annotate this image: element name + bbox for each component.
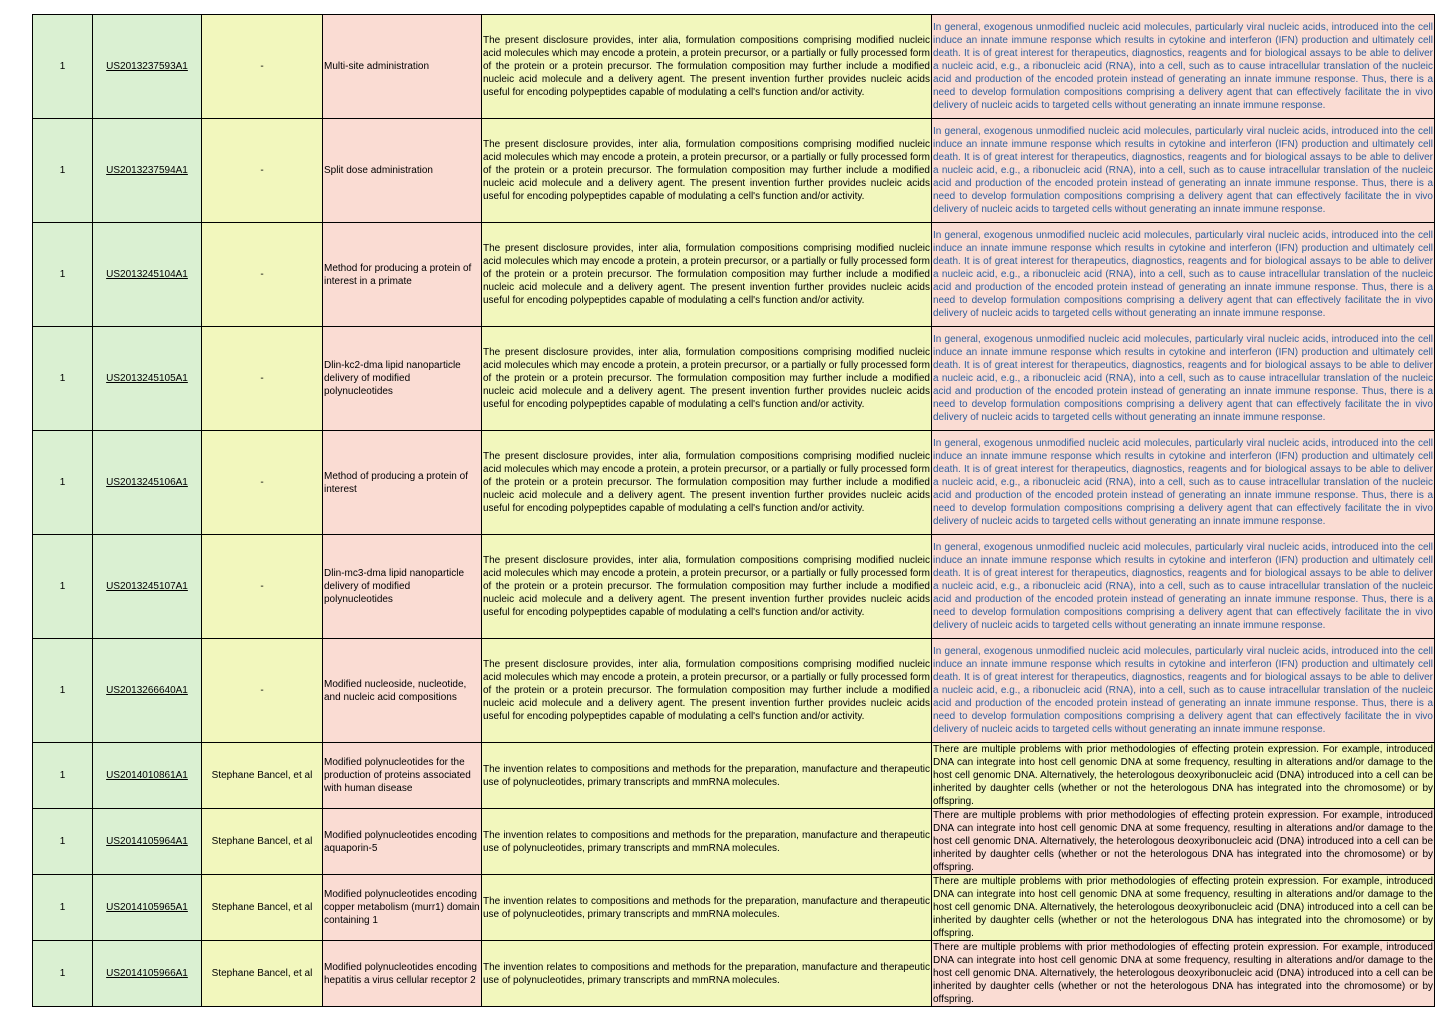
inventors-cell: Stephane Bancel, et al [202,875,323,941]
title-cell: Modified polynucleotides encoding hepatitis a virus cellular receptor 2 [323,941,482,1007]
inventors-cell: - [202,535,323,639]
title-cell: Multi-site administration [323,15,482,119]
table-row [33,875,1435,941]
background-cell: In general, exogenous unmodified nucleic acid molecules, particularly viral nucleic acids, introduced into the cell induce an innate immune response which results in cytokine and interferon (IFN) production and ultimately cell death. It is of great interest for therapeutics, diagnostics, reagents and for biological assays to be able to deliver a nucleic acid, e.g., a ribonucleic acid (RNA), into a cell, such as to cause intracellular translation of the nucleic acid and production of the encoded protein instead of generating an innate immune response. Thus, there is a need to develop formulation compositions comprising a delivery agent that can effectively facilitate the in vivo delivery of nucleic acids to targeted cells without generating an innate immune response. [932,223,1435,327]
table-row [33,15,1435,119]
inventors-cell: - [202,223,323,327]
row-number: 1 [33,639,93,743]
row-number: 1 [33,431,93,535]
patent-link[interactable]: US2013245105A1 [106,373,188,384]
abstract-cell: The invention relates to compositions and methods for the preparation, manufacture and therapeutic use of polynucleotides, primary transcripts and mmRNA molecules. [482,875,932,941]
patent-link[interactable]: US2013245106A1 [106,477,188,488]
inventors-cell: - [202,639,323,743]
background-cell: In general, exogenous unmodified nucleic acid molecules, particularly viral nucleic acids, introduced into the cell induce an innate immune response which results in cytokine and interferon (IFN) production and ultimately cell death. It is of great interest for therapeutics, diagnostics, reagents and for biological assays to be able to deliver a nucleic acid, e.g., a ribonucleic acid (RNA), into a cell, such as to cause intracellular translation of the nucleic acid and production of the encoded protein instead of generating an innate immune response. Thus, there is a need to develop formulation compositions comprising a delivery agent that can effectively facilitate the in vivo delivery of nucleic acids to targeted cells without generating an innate immune response. [932,15,1435,119]
patent-number-cell [93,535,202,639]
abstract-cell: The present disclosure provides, inter alia, formulation compositions comprising modified nucleic acid molecules which may encode a protein, a protein precursor, or a partially or fully processed form of the protein or a protein precursor. The formulation composition may further include a modified nucleic acid molecule and a delivery agent. The present invention further provides nucleic acids useful for encoding polypeptides capable of modulating a cell's function and/or activity. [482,639,932,743]
patent-link[interactable]: US2013266640A1 [106,685,188,696]
patent-link[interactable]: US2013245107A1 [106,581,188,592]
background-cell: There are multiple problems with prior methodologies of effecting protein expression. For example, introduced DNA can integrate into host cell genomic DNA at some frequency, resulting in alterations and/or damage to the host cell genomic DNA. Alternatively, the heterologous deoxyribonucleic acid (DNA) introduced into a cell can be inherited by daughter cells (whether or not the heterologous DNA has integrated into the chromosome) or by offspring. [933,942,1433,1005]
background-cell: In general, exogenous unmodified nucleic acid molecules, particularly viral nucleic acids, introduced into the cell induce an innate immune response which results in cytokine and interferon (IFN) production and ultimately cell death. It is of great interest for therapeutics, diagnostics, reagents and for biological assays to be able to deliver a nucleic acid, e.g., a ribonucleic acid (RNA), into a cell, such as to cause intracellular translation of the nucleic acid and production of the encoded protein instead of generating an innate immune response. Thus, there is a need to develop formulation compositions comprising a delivery agent that can effectively facilitate the in vivo delivery of nucleic acids to targeted cells without generating an innate immune response. [932,431,1435,535]
row-number: 1 [33,15,93,119]
abstract-cell: The invention relates to compositions and methods for the preparation, manufacture and therapeutic use of polynucleotides, primary transcripts and mmRNA molecules. [482,809,932,875]
inventors-cell: - [202,119,323,223]
title-cell: Split dose administration [323,119,482,223]
patent-link[interactable]: US2014105966A1 [106,968,188,979]
table-row [33,119,1435,223]
inventors-cell: - [202,15,323,119]
title-cell: Method for producing a protein of interest in a primate [323,223,482,327]
patent-number-cell [93,875,202,941]
patent-table [32,14,1435,1007]
abstract-cell: The invention relates to compositions and methods for the preparation, manufacture and therapeutic use of polynucleotides, primary transcripts and mmRNA molecules. [482,941,932,1007]
table-row [33,809,1435,875]
table-row [33,743,1435,809]
background-cell: In general, exogenous unmodified nucleic acid molecules, particularly viral nucleic acids, introduced into the cell induce an innate immune response which results in cytokine and interferon (IFN) production and ultimately cell death. It is of great interest for therapeutics, diagnostics, reagents and for biological assays to be able to deliver a nucleic acid, e.g., a ribonucleic acid (RNA), into a cell, such as to cause intracellular translation of the nucleic acid and production of the encoded protein instead of generating an innate immune response. Thus, there is a need to develop formulation compositions comprising a delivery agent that can effectively facilitate the in vivo delivery of nucleic acids to targeted cells without generating an innate immune response. [932,327,1435,431]
row-number: 1 [33,119,93,223]
inventors-cell: Stephane Bancel, et al [202,743,323,809]
row-number: 1 [33,809,93,875]
inventors-cell: - [202,327,323,431]
patent-number-cell [93,743,202,809]
patent-link[interactable]: US2014105964A1 [106,836,188,847]
row-number: 1 [33,743,93,809]
abstract-cell: The present disclosure provides, inter alia, formulation compositions comprising modified nucleic acid molecules which may encode a protein, a protein precursor, or a partially or fully processed form of the protein or a protein precursor. The formulation composition may further include a modified nucleic acid molecule and a delivery agent. The present invention further provides nucleic acids useful for encoding polypeptides capable of modulating a cell's function and/or activity. [482,535,932,639]
abstract-cell: The present disclosure provides, inter alia, formulation compositions comprising modified nucleic acid molecules which may encode a protein, a protein precursor, or a partially or fully processed form of the protein or a protein precursor. The formulation composition may further include a modified nucleic acid molecule and a delivery agent. The present invention further provides nucleic acids useful for encoding polypeptides capable of modulating a cell's function and/or activity. [482,327,932,431]
patent-link[interactable]: US2013237594A1 [106,165,188,176]
row-number: 1 [33,535,93,639]
inventors-cell: Stephane Bancel, et al [202,941,323,1007]
table-row [33,327,1435,431]
title-cell: Modified polynucleotides encoding copper metabolism (murr1) domain containing 1 [323,875,482,941]
inventors-cell: Stephane Bancel, et al [202,809,323,875]
abstract-cell: The invention relates to compositions and methods for the preparation, manufacture and therapeutic use of polynucleotides, primary transcripts and mmRNA molecules. [482,743,932,809]
patent-number-cell [93,941,202,1007]
title-cell: Modified polynucleotides encoding aquaporin-5 [323,809,482,875]
patent-link[interactable]: US2013237593A1 [106,61,188,72]
title-cell: Dlin-mc3-dma lipid nanoparticle delivery of modified polynucleotides [323,535,482,639]
patent-number-cell [93,809,202,875]
patent-link[interactable]: US2014105965A1 [106,902,188,913]
abstract-cell: The present disclosure provides, inter alia, formulation compositions comprising modified nucleic acid molecules which may encode a protein, a protein precursor, or a partially or fully processed form of the protein or a protein precursor. The formulation composition may further include a modified nucleic acid molecule and a delivery agent. The present invention further provides nucleic acids useful for encoding polypeptides capable of modulating a cell's function and/or activity. [482,223,932,327]
patent-number-cell [93,639,202,743]
abstract-cell: The present disclosure provides, inter alia, formulation compositions comprising modified nucleic acid molecules which may encode a protein, a protein precursor, or a partially or fully processed form of the protein or a protein precursor. The formulation composition may further include a modified nucleic acid molecule and a delivery agent. The present invention further provides nucleic acids useful for encoding polypeptides capable of modulating a cell's function and/or activity. [482,15,932,119]
title-cell: Modified polynucleotides for the production of proteins associated with human disease [323,743,482,809]
patent-number-cell [93,327,202,431]
patent-number-cell [93,223,202,327]
table-row [33,535,1435,639]
background-cell: There are multiple problems with prior methodologies of effecting protein expression. For example, introduced DNA can integrate into host cell genomic DNA at some frequency, resulting in alterations and/or damage to the host cell genomic DNA. Alternatively, the heterologous deoxyribonucleic acid (DNA) introduced into a cell can be inherited by daughter cells (whether or not the heterologous DNA has integrated into the chromosome) or by offspring. [933,876,1433,939]
row-number: 1 [33,223,93,327]
table-row [33,223,1435,327]
title-cell: Dlin-kc2-dma lipid nanoparticle delivery of modified polynucleotides [323,327,482,431]
abstract-cell: The present disclosure provides, inter alia, formulation compositions comprising modified nucleic acid molecules which may encode a protein, a protein precursor, or a partially or fully processed form of the protein or a protein precursor. The formulation composition may further include a modified nucleic acid molecule and a delivery agent. The present invention further provides nucleic acids useful for encoding polypeptides capable of modulating a cell's function and/or activity. [482,431,932,535]
background-cell: In general, exogenous unmodified nucleic acid molecules, particularly viral nucleic acids, introduced into the cell induce an innate immune response which results in cytokine and interferon (IFN) production and ultimately cell death. It is of great interest for therapeutics, diagnostics, reagents and for biological assays to be able to deliver a nucleic acid, e.g., a ribonucleic acid (RNA), into a cell, such as to cause intracellular translation of the nucleic acid and production of the encoded protein instead of generating an innate immune response. Thus, there is a need to develop formulation compositions comprising a delivery agent that can effectively facilitate the in vivo delivery of nucleic acids to targeted cells without generating an innate immune response. [932,535,1435,639]
title-cell: Method of producing a protein of interest [323,431,482,535]
patent-number-cell [93,119,202,223]
patent-number-cell [93,431,202,535]
patent-link[interactable]: US2014010861A1 [106,770,188,781]
row-number: 1 [33,875,93,941]
patent-link[interactable]: US2013245104A1 [106,269,188,280]
table-row [33,639,1435,743]
patent-number-cell [93,15,202,119]
background-cell: In general, exogenous unmodified nucleic acid molecules, particularly viral nucleic acids, introduced into the cell induce an innate immune response which results in cytokine and interferon (IFN) production and ultimately cell death. It is of great interest for therapeutics, diagnostics, reagents and for biological assays to be able to deliver a nucleic acid, e.g., a ribonucleic acid (RNA), into a cell, such as to cause intracellular translation of the nucleic acid and production of the encoded protein instead of generating an innate immune response. Thus, there is a need to develop formulation compositions comprising a delivery agent that can effectively facilitate the in vivo delivery of nucleic acids to targeted cells without generating an innate immune response. [932,639,1435,743]
background-cell: There are multiple problems with prior methodologies of effecting protein expression. For example, introduced DNA can integrate into host cell genomic DNA at some frequency, resulting in alterations and/or damage to the host cell genomic DNA. Alternatively, the heterologous deoxyribonucleic acid (DNA) introduced into a cell can be inherited by daughter cells (whether or not the heterologous DNA has integrated into the chromosome) or by offspring. [933,810,1433,873]
background-cell: There are multiple problems with prior methodologies of effecting protein expression. For example, introduced DNA can integrate into host cell genomic DNA at some frequency, resulting in alterations and/or damage to the host cell genomic DNA. Alternatively, the heterologous deoxyribonucleic acid (DNA) introduced into a cell can be inherited by daughter cells (whether or not the heterologous DNA has integrated into the chromosome) or by offspring. [933,744,1433,807]
background-cell: In general, exogenous unmodified nucleic acid molecules, particularly viral nucleic acids, introduced into the cell induce an innate immune response which results in cytokine and interferon (IFN) production and ultimately cell death. It is of great interest for therapeutics, diagnostics, reagents and for biological assays to be able to deliver a nucleic acid, e.g., a ribonucleic acid (RNA), into a cell, such as to cause intracellular translation of the nucleic acid and production of the encoded protein instead of generating an innate immune response. Thus, there is a need to develop formulation compositions comprising a delivery agent that can effectively facilitate the in vivo delivery of nucleic acids to targeted cells without generating an innate immune response. [932,119,1435,223]
abstract-cell: The present disclosure provides, inter alia, formulation compositions comprising modified nucleic acid molecules which may encode a protein, a protein precursor, or a partially or fully processed form of the protein or a protein precursor. The formulation composition may further include a modified nucleic acid molecule and a delivery agent. The present invention further provides nucleic acids useful for encoding polypeptides capable of modulating a cell's function and/or activity. [482,119,932,223]
table-row [33,941,1435,1007]
row-number: 1 [33,941,93,1007]
inventors-cell: - [202,431,323,535]
row-number: 1 [33,327,93,431]
title-cell: Modified nucleoside, nucleotide, and nucleic acid compositions [323,639,482,743]
table-row [33,431,1435,535]
